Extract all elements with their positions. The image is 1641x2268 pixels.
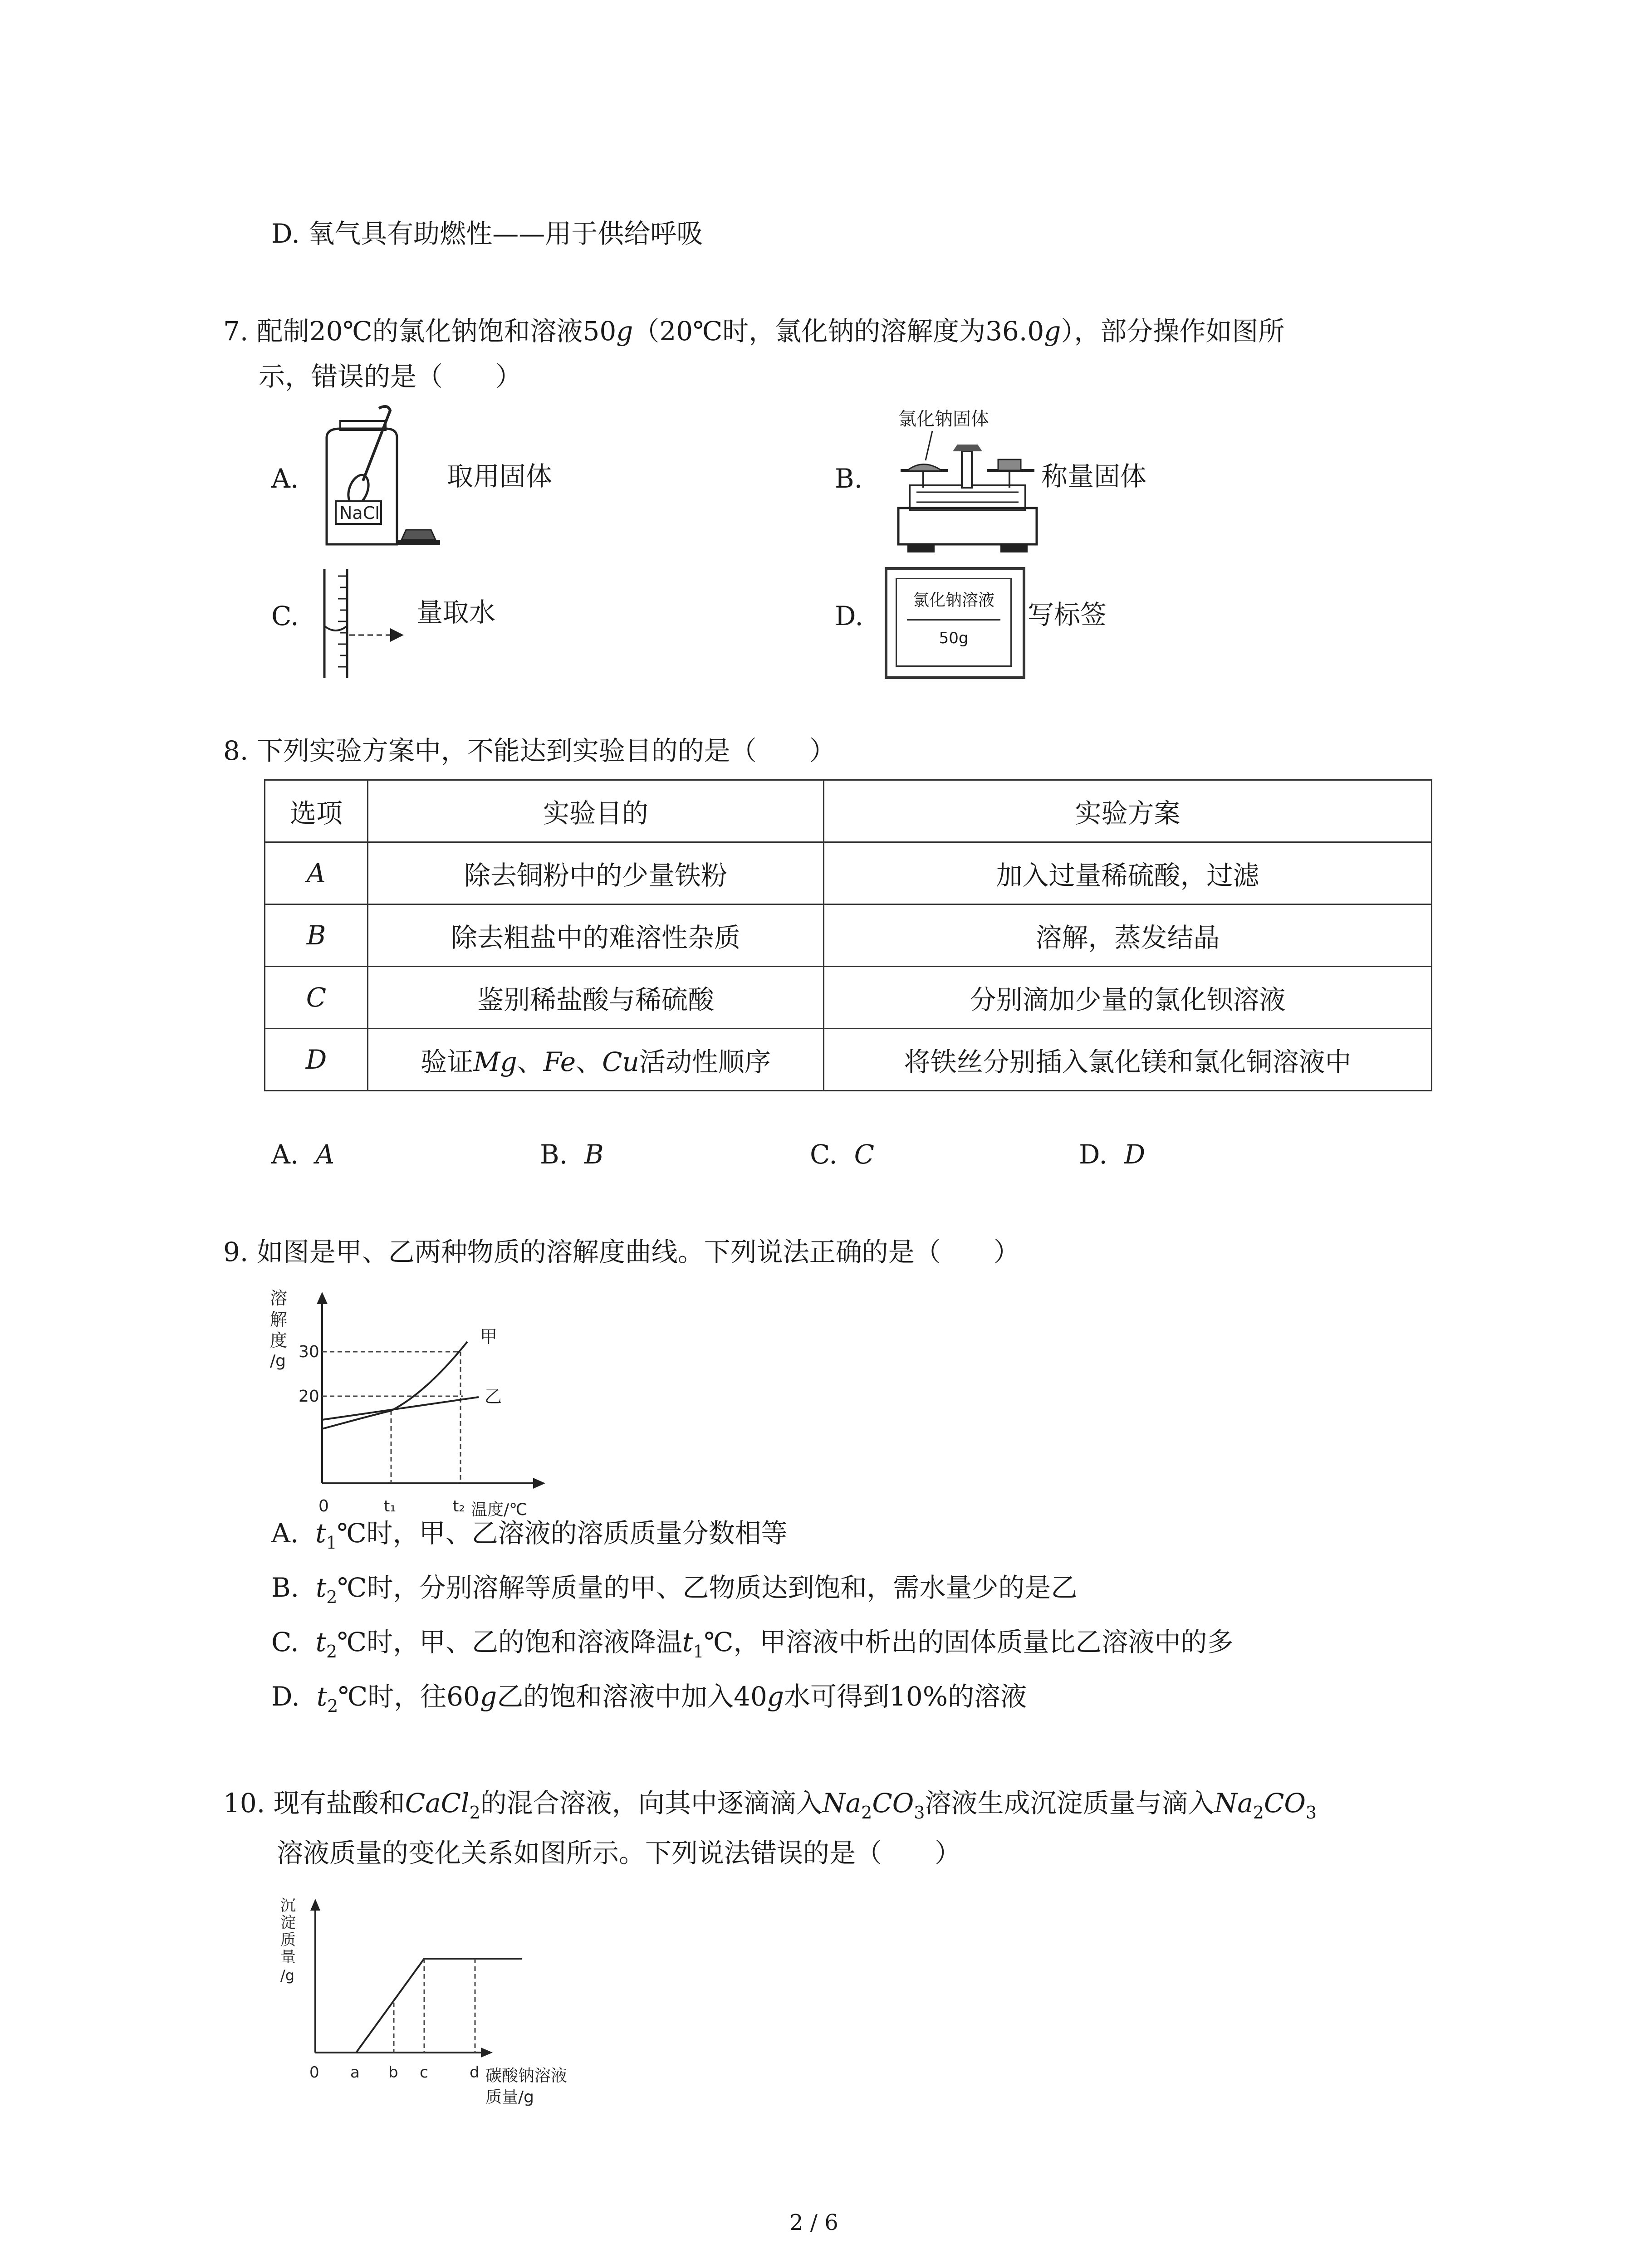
series-yi-line (322, 1397, 479, 1420)
label-divider (907, 619, 1000, 621)
y-label-char: 度 (270, 1330, 288, 1350)
option-letter: A. (271, 1518, 299, 1549)
answer-value: D (1124, 1139, 1146, 1170)
option-text: ℃时，往60 (338, 1681, 480, 1712)
q8-answer-d (1079, 1136, 1145, 1173)
stem-text: 10. 现有盐酸和 (223, 1788, 405, 1818)
q7-unit: g (616, 316, 633, 347)
x-axis-arrow (533, 1478, 545, 1489)
math-sub: 1 (326, 1533, 337, 1553)
formula: Na (822, 1788, 862, 1818)
q7-option-d-label: 写标签 (1028, 599, 1107, 630)
q7-option-a-label: 取用固体 (447, 461, 553, 492)
table-row (265, 967, 1432, 1029)
math-sub: 2 (326, 1587, 338, 1607)
y-label-char: /g (270, 1352, 286, 1370)
x-axis-label: 碳酸钠溶液 (485, 2067, 568, 2085)
q7-option-b-label: 称量固体 (1041, 461, 1147, 492)
formula: CaCl (405, 1788, 470, 1818)
q10-stem-line2: 溶液质量的变化关系如图所示。下列说法错误的是（ ） (277, 1838, 961, 1868)
x-tick-label: 0 (309, 2063, 319, 2082)
y-label-char: 淀 (280, 1914, 296, 1932)
option-letter: B. (271, 1572, 299, 1603)
element-symbol: Fe (543, 1046, 576, 1077)
formula-sub: 2 (469, 1803, 480, 1823)
table-cell-purpose: 除去粗盐中的难溶性杂质 (368, 904, 824, 967)
table-row (265, 1029, 1432, 1091)
answer-letter: A. (271, 1139, 299, 1170)
y-tick-label: 30 (299, 1343, 319, 1361)
option-text: ℃时，分别溶解等质量的甲、乙物质达到饱和，需水量少的是乙 (337, 1572, 1078, 1603)
table-header-cell: 选项 (265, 780, 368, 842)
math-sub: 2 (326, 1642, 338, 1662)
label-card (885, 567, 1025, 679)
series-label: 甲 (480, 1327, 498, 1347)
y-axis-arrow (317, 1292, 328, 1304)
answer-value: A (315, 1139, 335, 1170)
table-cell-purpose: 除去铜粉中的少量铁粉 (368, 842, 824, 904)
option-text: 水可得到10%的溶液 (784, 1681, 1027, 1712)
option-text: ℃时，甲、乙溶液的溶质质量分数相等 (337, 1518, 788, 1549)
graduated-cylinder-figure (313, 567, 422, 680)
table-cell-plan: 将铁丝分别插入氯化镁和氯化铜溶液中 (824, 1029, 1432, 1091)
q7-stem-part: （20℃时，氯化钠的溶解度为36.0 (633, 316, 1044, 347)
q8-table (264, 779, 1432, 1091)
stem-text: 溶液生成沉淀质量与滴入 (925, 1788, 1215, 1818)
separator: 、 (517, 1046, 544, 1077)
q7-stem-part: 7. 配制20℃的氯化钠饱和溶液50 (223, 316, 617, 347)
balance-caption: 氯化钠固体 (898, 409, 989, 430)
label-line-1: 氯化钠溶液 (912, 591, 994, 610)
x-tick-label: a (350, 2063, 360, 2082)
bottle-label-text: NaCl (339, 503, 380, 523)
x-tick-label: t₂ (453, 1497, 465, 1515)
y-axis-arrow (310, 1899, 320, 1911)
table-header-cell: 实验方案 (824, 780, 1432, 842)
q9-stem: 9. 如图是甲、乙两种物质的溶解度曲线。下列说法正确的是（ ） (223, 1237, 1020, 1267)
precipitate-chart (277, 1892, 603, 2127)
x-axis-arrow (481, 2048, 493, 2058)
q10-stem (223, 1785, 1317, 1821)
q7-option-d-letter: D. (835, 601, 863, 631)
q7-option-c-letter: C. (271, 601, 299, 631)
purpose-text: 活动性顺序 (639, 1046, 771, 1077)
series-label: 乙 (485, 1387, 502, 1407)
x-tick-label: b (388, 2063, 398, 2082)
table-cell-option: D (265, 1029, 368, 1091)
math-var: t (315, 1627, 326, 1657)
stem-text: 的混合溶液，向其中逐滴滴入 (480, 1788, 823, 1818)
table-cell-purpose: 鉴别稀盐酸与稀硫酸 (368, 967, 824, 1029)
q9-option-b (271, 1569, 1077, 1606)
formula-sub: 3 (1305, 1803, 1317, 1823)
purpose-text: 验证 (421, 1046, 474, 1077)
y-label-char: /g (280, 1967, 295, 1984)
q9-option-a (271, 1515, 788, 1551)
q7-stem-part: ），部分操作如图所 (1061, 316, 1285, 347)
table-row (265, 904, 1432, 967)
answer-value: C (854, 1139, 875, 1170)
answer-letter: B. (540, 1139, 568, 1170)
unit: g (480, 1681, 497, 1712)
math-var: t (315, 1518, 326, 1549)
option-text: ℃，甲溶液中析出的固体质量比乙溶液中的多 (704, 1627, 1234, 1657)
element-symbol: Cu (602, 1046, 639, 1077)
y-label-char: 量 (280, 1948, 296, 1966)
formula-sub: 2 (1253, 1803, 1264, 1823)
table-row (265, 842, 1432, 904)
y-label-char: 质 (280, 1931, 296, 1949)
formula-sub: 3 (914, 1803, 925, 1823)
table-cell-plan: 分别滴加少量的氯化钡溶液 (824, 967, 1432, 1029)
label-inner-border (896, 578, 1012, 667)
option-text: ℃时，甲、乙的饱和溶液降温 (337, 1627, 683, 1657)
option-letter: D. (271, 1681, 300, 1712)
table-cell-plan: 加入过量稀硫酸，过滤 (824, 842, 1432, 904)
q9-option-d (271, 1678, 1027, 1715)
x-tick-label: c (420, 2063, 428, 2082)
separator: 、 (576, 1046, 603, 1077)
math-var: t (316, 1681, 328, 1712)
q8-stem: 8. 下列实验方案中，不能达到实验目的的是（ ） (223, 735, 836, 766)
reagent-bottle-figure (313, 404, 445, 553)
formula: Na (1214, 1788, 1253, 1818)
q7-stem-line2: 示，错误的是（ ） (259, 361, 522, 392)
table-cell-purpose (368, 1029, 824, 1091)
y-label-char: 解 (270, 1310, 288, 1330)
q7-unit: g (1044, 316, 1061, 347)
math-var: t (315, 1572, 327, 1603)
q8-answer-a (271, 1136, 334, 1173)
math-sub: 1 (693, 1642, 704, 1662)
table-header-row (265, 780, 1432, 842)
label-line-2: 50g (939, 629, 969, 647)
formula-sub: 2 (861, 1803, 872, 1823)
answer-value: B (584, 1139, 604, 1170)
q8-answer-b (540, 1136, 604, 1173)
q9-option-c (271, 1624, 1233, 1660)
table-cell-option: C (265, 967, 368, 1029)
table-cell-option: B (265, 904, 368, 967)
math-sub: 2 (327, 1696, 338, 1716)
q7-option-a-letter: A. (271, 463, 299, 494)
table-cell-option: A (265, 842, 368, 904)
q7-stem (223, 313, 1284, 349)
page-number: 2 / 6 (789, 2210, 838, 2235)
x-tick-label: t₁ (384, 1497, 396, 1515)
option-letter: C. (271, 1627, 299, 1657)
unit: g (767, 1681, 784, 1712)
y-label-char: 沉 (280, 1897, 296, 1915)
x-tick-label: d (470, 2063, 480, 2082)
answer-letter: D. (1079, 1139, 1107, 1170)
table-cell-plan: 溶解，蒸发结晶 (824, 904, 1432, 967)
x-axis-label: 质量/g (485, 2088, 534, 2107)
table-header-cell: 实验目的 (368, 780, 824, 842)
q8-answer-c (810, 1136, 874, 1173)
solubility-chart (268, 1284, 563, 1520)
q6-option-d: D. 氧气具有助燃性——用于供给呼吸 (271, 218, 703, 249)
y-tick-label: 20 (299, 1387, 319, 1406)
element-symbol: Mg (473, 1046, 517, 1077)
answer-letter: C. (810, 1139, 838, 1170)
precipitate-line (315, 1959, 522, 2053)
math-var: t (682, 1627, 693, 1657)
balance-figure (889, 406, 1046, 556)
y-label-char: 溶 (270, 1288, 288, 1308)
x-tick-label: 0 (318, 1497, 329, 1515)
formula: CO (872, 1788, 914, 1818)
q7-option-c-label: 量取水 (416, 597, 496, 628)
formula: CO (1264, 1788, 1306, 1818)
q7-option-b-letter: B. (835, 463, 863, 494)
x-axis-label: 温度/℃ (471, 1501, 528, 1519)
option-text: 乙的饱和溶液中加入40 (497, 1681, 767, 1712)
